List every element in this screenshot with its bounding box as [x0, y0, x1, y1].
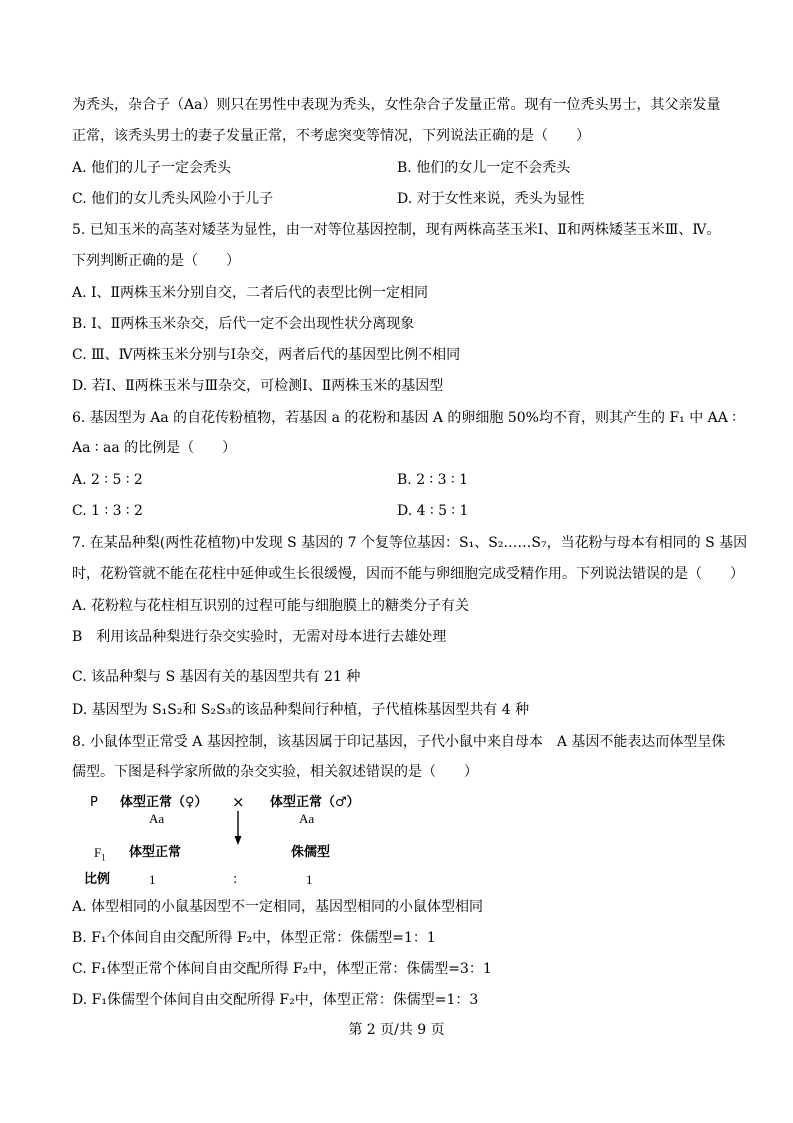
f1-dwarf-phenotype: 侏儒型 — [291, 845, 331, 860]
q4-option-a: A. 他们的儿子一定会秃头 — [72, 160, 232, 176]
q5-option-d: D. 若Ⅰ、Ⅱ两株玉米与Ⅲ杂交，可检测Ⅰ、Ⅱ两株玉米的基因型 — [72, 378, 444, 394]
f1-subscript: 1 — [101, 852, 106, 863]
q4-option-d: D. 对于女性来说，秃头为显性 — [397, 191, 585, 207]
father-phenotype: 体型正常（♂） — [270, 795, 360, 810]
mother-phenotype: 体型正常（♀） — [120, 795, 208, 810]
ratio-colon: : — [233, 872, 238, 887]
q6-stem-line2: Aa ∶ aa 的比例是（ ） — [72, 440, 237, 456]
father-genotype: Aa — [299, 811, 315, 826]
q7-option-d: D. 基因型为 S₁S₂和 S₂S₃的该品种梨间行种植，子代植株基因型共有 4 种 — [72, 702, 530, 718]
ratio-dwarf: 1 — [306, 872, 313, 887]
q6-option-b: B. 2 ∶ 3 ∶ 1 — [397, 472, 468, 488]
q5-stem-line1: 5. 已知玉米的高茎对矮茎为显性，由一对等位基因控制，现有两株高茎玉米Ⅰ、Ⅱ和两株矮茎玉米Ⅲ、Ⅳ。 — [72, 222, 721, 238]
q6-option-c: C. 1 ∶ 3 ∶ 2 — [72, 503, 143, 519]
q8-stem-line1: 8. 小鼠体型正常受 A 基因控制，该基因属于印记基因，子代小鼠中来自母本 A 基因不能表达而体型呈侏 — [72, 734, 726, 750]
q5-option-c: C. Ⅲ、Ⅳ两株玉米分别与Ⅰ杂交，两者后代的基因型比例不相同 — [72, 347, 461, 363]
f1-normal-phenotype: 体型正常 — [129, 845, 182, 860]
q4-stem-line2: 正常，该秃头男士的妻子发量正常，不考虑突变等情况，下列说法正确的是（ ） — [72, 128, 590, 144]
q8-option-b: B. F₁个体间自由交配所得 F₂中，体型正常：侏儒型=1：1 — [72, 930, 436, 946]
q5-option-a: A. Ⅰ、Ⅱ两株玉米分别自交，二者后代的表型比例一定相同 — [72, 285, 429, 301]
q5-stem-line2: 下列判断正确的是（ ） — [72, 253, 240, 269]
q4-option-c: C. 他们的女儿秃头风险小于儿子 — [72, 191, 274, 207]
q7-option-a: A. 花粉粒与花柱相互识别的过程可能与细胞膜上的糖类分子有关 — [72, 598, 470, 614]
ratio-label: 比例 — [84, 872, 111, 887]
q6-option-d: D. 4 ∶ 5 ∶ 1 — [397, 503, 469, 519]
q6-option-a: A. 2 ∶ 5 ∶ 2 — [72, 472, 143, 488]
mother-genotype: Aa — [149, 811, 165, 826]
q8-option-c: C. F₁体型正常个体间自由交配所得 F₂中，体型正常：侏儒型=3：1 — [72, 961, 492, 977]
down-arrow-icon — [234, 811, 242, 845]
q7-option-c: C. 该品种梨与 S 基因有关的基因型共有 21 种 — [72, 669, 361, 685]
f1-label: $F_1$ — [94, 845, 106, 863]
page-footer: 第 2 页/共 9 页 — [348, 1022, 445, 1038]
q8-stem-line2: 儒型。下图是科学家所做的杂交实验，相关叙述错误的是（ ） — [72, 764, 478, 780]
q8-option-d: D. F₁侏儒型个体间自由交配所得 F₂中，体型正常：侏儒型=1：3 — [72, 992, 479, 1008]
cross-symbol: × — [232, 793, 245, 811]
q7-option-b: B 利用该品种梨进行杂交实验时，无需对母本进行去雄处理 — [72, 629, 447, 645]
q4-stem-line1: 为秃头，杂合子（Aa）则只在男性中表现为秃头，女性杂合子发量正常。现有一位秃头男士，其父亲发量 — [72, 97, 721, 113]
p-label: P — [90, 795, 98, 810]
q7-stem-line2: 时，花粉管就不能在花柱中延伸或生长很缓慢，因而不能与卵细胞完成受精作用。下列说法错误的是（ ） — [72, 566, 744, 582]
q5-option-b: B. Ⅰ、Ⅱ两株玉米杂交，后代一定不会出现性状分离现象 — [72, 316, 415, 332]
q4-option-b: B. 他们的女儿一定不会秃头 — [397, 160, 571, 176]
q6-stem-line1: 6. 基因型为 Aa 的自花传粉植物，若基因 a 的花粉和基因 A 的卵细胞 50%均不育，则其产生的 F₁ 中 AA ∶ — [72, 410, 736, 426]
ratio-normal: 1 — [149, 872, 156, 887]
q7-stem-line1: 7. 在某品种梨(两性花植物)中发现 S 基因的 7 个复等位基因：S₁、S₂……S₇，当花粉与母本有相同的 S 基因 — [72, 535, 748, 551]
q8-option-a: A. 体型相同的小鼠基因型不一定相同，基因型相同的小鼠体型相同 — [72, 899, 484, 915]
